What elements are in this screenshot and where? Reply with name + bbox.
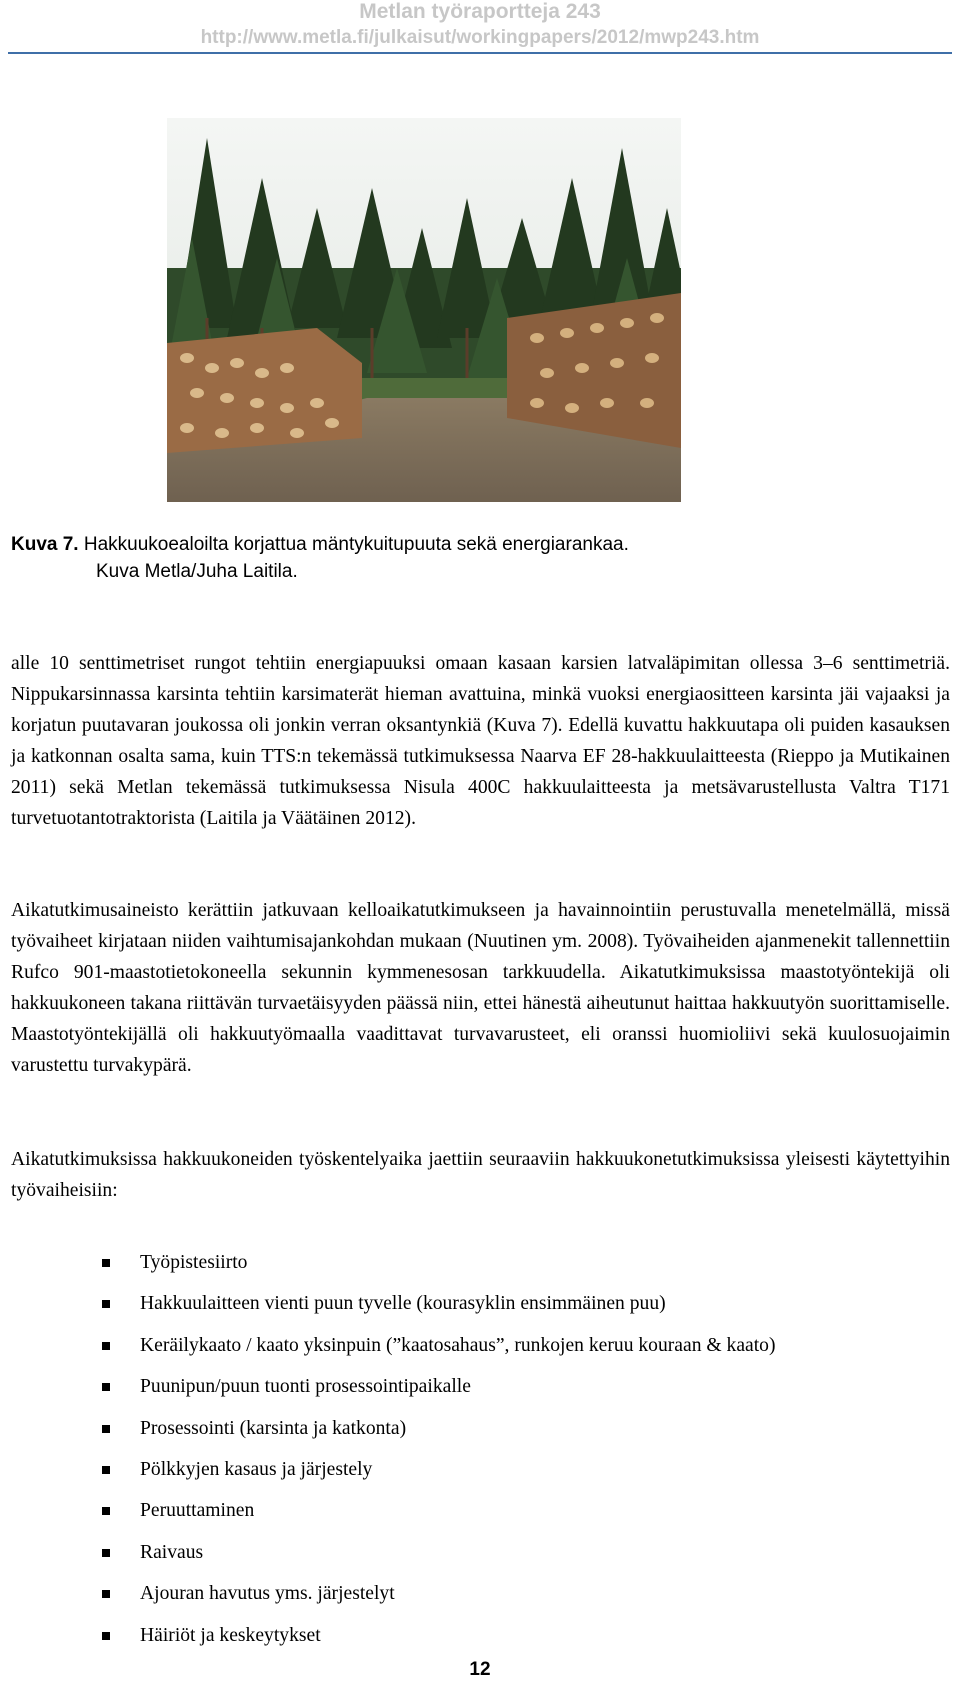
bullet-square-icon bbox=[102, 1632, 110, 1640]
bullet-square-icon bbox=[102, 1507, 110, 1515]
list-item-text: Työpistesiirto bbox=[140, 1252, 248, 1273]
list-item bbox=[0, 1283, 960, 1324]
series-title: Metlan työraportteja 243 bbox=[359, 0, 601, 23]
list-item-text: Keräilykaato / kaato yksinpuin (”kaatosahaus”, runkojen keruu kouraan & kaato) bbox=[140, 1334, 776, 1356]
bullet-square-icon bbox=[102, 1549, 110, 1557]
list-item-text: Ajouran havutus yms. järjestelyt bbox=[140, 1583, 395, 1605]
list-item bbox=[0, 1325, 960, 1366]
bullet-square-icon bbox=[102, 1383, 110, 1391]
list-item bbox=[0, 1573, 960, 1614]
figure-label: Kuva 7. bbox=[11, 534, 79, 555]
bullet-square-icon bbox=[102, 1259, 110, 1267]
list-item-text: Prosessointi (karsinta ja katkonta) bbox=[140, 1417, 407, 1439]
body-paragraph-2: Aikatutkimusaineisto kerättiin jatkuvaan kelloaikatutkimukseen ja havainnointiin perustuvalla menetelmällä, missä työvaiheet kirjataan niiden vaihtumisajankohdan mukaan (Nuutinen ym. 2008). Työvaiheiden ajanmenekit tallennettiin Rufco 901-maastotietokoneella sekunnin kymmenesosan tarkkuudella. Aikatutkimuksissa maastotyöntekijä oli hakkuukoneen takana riittävän turvaetäisyyden päässä niin, ettei hänestä aiheutunut haittaa hakkuutyön suorittamiselle. Maastotyöntekijällä oli hakkuutyömaalla vaadittavat turvavarusteet, eli oranssi huomioliivi sekä kuulosuojaimin varustettu turvakypärä. bbox=[11, 900, 950, 1076]
bullet-square-icon bbox=[102, 1342, 110, 1350]
work-phase-list bbox=[0, 1242, 960, 1656]
list-item bbox=[0, 1408, 960, 1449]
list-item-text: Peruuttaminen bbox=[140, 1500, 255, 1522]
list-item bbox=[0, 1532, 960, 1573]
figure-caption bbox=[11, 531, 951, 585]
list-item-text: Raivaus bbox=[140, 1541, 204, 1563]
list-item-text: Pölkkyjen kasaus ja järjestely bbox=[140, 1458, 373, 1480]
list-item-text: Puunipun/puun tuonti prosessointipaikalle bbox=[140, 1376, 471, 1398]
page-header bbox=[0, 0, 960, 50]
list-item bbox=[0, 1449, 960, 1490]
header-divider bbox=[8, 52, 952, 54]
page-number: 12 bbox=[469, 1659, 491, 1680]
bullet-square-icon bbox=[102, 1300, 110, 1308]
list-item bbox=[0, 1366, 960, 1407]
list-item bbox=[0, 1615, 960, 1656]
bullet-square-icon bbox=[102, 1466, 110, 1474]
caption-text-line2: Kuva Metla/Juha Laitila. bbox=[96, 561, 298, 582]
list-item bbox=[0, 1242, 960, 1283]
list-item-text: Häiriöt ja keskeytykset bbox=[140, 1624, 321, 1646]
series-url[interactable]: http://www.metla.fi/julkaisut/workingpapers/2012/mwp243.htm bbox=[200, 27, 760, 48]
body-paragraph-3: Aikatutkimuksissa hakkuukoneiden työskentelyaika jaettiin seuraaviin hakkuukonetutkimuksissa yleisesti käytettyihin työvaiheisiin: bbox=[11, 1149, 950, 1201]
list-item-text: Hakkuulaitteen vienti puun tyvelle (kourasyklin ensimmäinen puu) bbox=[140, 1293, 666, 1315]
list-item bbox=[0, 1490, 960, 1531]
caption-text-line1: Hakkuukoealoilta korjattua mäntykuitupuuta sekä energiarankaa. bbox=[78, 534, 629, 555]
bullet-square-icon bbox=[102, 1425, 110, 1433]
figure-photo-log-piles bbox=[167, 118, 681, 502]
body-paragraph-1: alle 10 senttimetriset rungot tehtiin energiapuuksi omaan kasaan karsien latvaläpimitan ollessa 3–6 senttimetriä. Nippukarsinnassa karsinta tehtiin karsimaterät hieman avattuina, minkä vuoksi energiaositteen karsinta jäi vajaaksi ja korjatun puutavaran joukossa oli jonkin verran oksantynkiä (Kuva 7). Edellä kuvattu hakkuutapa oli puiden kasauksen ja katkonnan osalta sama, kuin TTS:n tekemässä tutkimuksessa Naarva EF 28-hakkuulaitteesta (Rieppo ja Mutikainen 2011) sekä Metlan tekemässä tutkimuksessa Nisula 400C hakkuulaitteesta ja metsävarustellusta Valtra T171 turvetuotantotraktorista (Laitila ja Väätäinen 2012). bbox=[11, 653, 950, 829]
bullet-square-icon bbox=[102, 1590, 110, 1598]
